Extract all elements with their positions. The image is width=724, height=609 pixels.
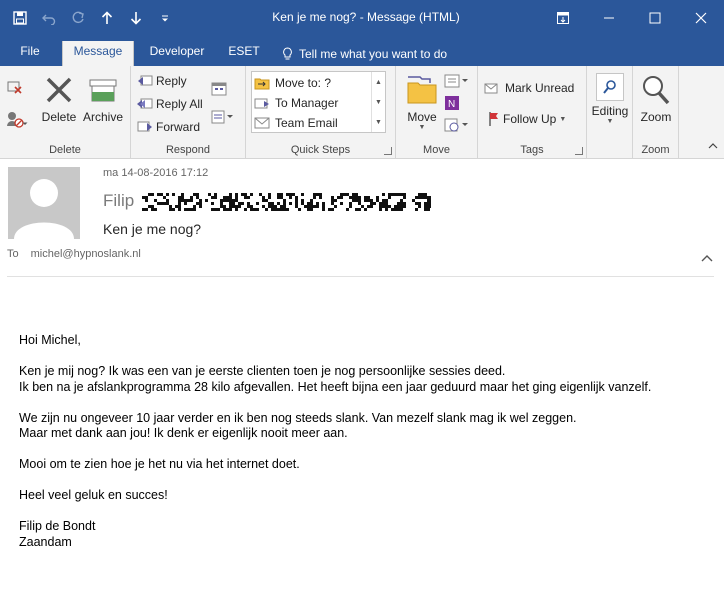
quick-steps-launcher[interactable] — [384, 147, 392, 155]
quick-step-team-email-label: Team Email — [275, 116, 338, 130]
scroll-down-icon[interactable]: ▼ — [375, 98, 382, 106]
more-respond-button[interactable] — [211, 106, 233, 128]
chevron-up-icon — [700, 252, 714, 266]
delete-group — [0, 66, 131, 159]
maximize-button[interactable] — [632, 0, 678, 35]
body-line: Heel veel geluk en succes! — [19, 488, 168, 502]
ribbon-display-icon — [557, 12, 569, 24]
message-subject: Ken je me nog? — [103, 221, 202, 237]
move-button[interactable]: Move ▼ — [402, 70, 442, 132]
actions-icon — [444, 117, 470, 133]
quick-steps-group — [246, 66, 396, 159]
title-bar — [0, 0, 724, 35]
more-respond-icon — [211, 110, 233, 124]
close-icon — [695, 12, 707, 24]
reply-all-label: Reply All — [156, 97, 203, 111]
follow-up-dropdown-icon: ▼ — [559, 115, 567, 123]
body-paragraph — [19, 364, 719, 395]
tab-file[interactable]: File — [20, 44, 40, 58]
ribbon-tabs — [0, 35, 724, 66]
onenote-button[interactable] — [444, 92, 460, 114]
respond-group-label: Respond — [165, 144, 211, 156]
rules-icon — [444, 73, 470, 89]
meeting-icon — [211, 82, 227, 96]
move-folder-icon — [406, 75, 438, 105]
actions-button[interactable] — [444, 114, 470, 136]
forward-icon — [137, 120, 153, 134]
flag-icon — [488, 111, 500, 127]
sender-name: Filip — [103, 191, 135, 210]
tags-group-label: Tags — [520, 144, 544, 156]
quick-step-to-manager[interactable] — [254, 93, 338, 113]
meeting-reply-button[interactable] — [211, 78, 227, 100]
window-controls — [540, 0, 724, 35]
body-line: Mooi om te zien hoe je het nu via het internet doet. — [19, 457, 300, 471]
collapse-header-button[interactable] — [700, 252, 714, 266]
reply-button[interactable] — [137, 70, 187, 92]
header-divider — [7, 276, 714, 277]
to-label: To — [7, 248, 19, 260]
ribbon-display-options-button[interactable] — [540, 0, 586, 35]
move-group-label: Move — [423, 144, 450, 156]
move-group — [396, 66, 478, 159]
svg-text:N: N — [448, 99, 456, 110]
tags-launcher[interactable] — [575, 147, 583, 155]
gallery-expand-icon[interactable]: ▼ — [375, 118, 382, 126]
respond-group — [131, 66, 246, 159]
body-line: We zijn nu ongeveer 10 jaar verder en ik ben nog steeds slank. Van mezelf slank mag ik wel zeggen. — [19, 410, 577, 425]
zoom-group — [633, 66, 679, 159]
quick-steps-group-label: Quick Steps — [290, 144, 351, 156]
follow-up-label: Follow Up — [503, 112, 557, 126]
follow-up-button[interactable] — [488, 108, 566, 130]
to-address[interactable]: michel@hypnoslank.nl — [30, 248, 141, 260]
mark-unread-label: Mark Unread — [505, 81, 575, 95]
onenote-icon — [444, 95, 460, 111]
delete-label: Delete — [41, 110, 77, 124]
ignore-button[interactable] — [6, 76, 24, 98]
mark-unread-button[interactable] — [484, 77, 574, 99]
body-line: Ik ben na je afslankprogramma 28 kilo afgevallen. Het heeft bijna een jaar geduurd maar het ging eigenlijk vanzelf. — [19, 379, 652, 394]
reply-icon — [137, 74, 153, 88]
move-label: Move — [407, 110, 437, 124]
body-line: Ken je mij nog? Ik was een van je eerste clienten toen je nog persoonlijke sessies deed. — [19, 364, 506, 378]
quick-step-to-manager-label: To Manager — [275, 96, 339, 110]
body-paragraph — [19, 411, 719, 442]
close-button[interactable] — [678, 0, 724, 35]
archive-icon — [88, 76, 118, 104]
body-line: Zaandam — [19, 534, 72, 549]
tell-me-search[interactable] — [282, 41, 458, 66]
tab-developer[interactable]: Developer — [149, 44, 205, 58]
editing-group — [587, 66, 633, 159]
body-line: Hoi Michel, — [19, 333, 81, 347]
tab-message[interactable]: Message — [62, 41, 134, 66]
junk-button[interactable] — [6, 108, 28, 130]
sender[interactable] — [103, 191, 431, 211]
avatar — [8, 167, 80, 239]
ignore-icon — [6, 78, 24, 96]
chevron-up-icon — [708, 143, 718, 149]
zoom-label: Zoom — [640, 110, 672, 124]
zoom-group-label: Zoom — [641, 144, 670, 156]
tab-eset[interactable]: ESET — [228, 44, 260, 58]
quick-steps-scrollbar[interactable] — [371, 72, 385, 132]
body-paragraph — [19, 519, 719, 550]
search-icon — [602, 79, 618, 95]
delete-button[interactable] — [40, 70, 78, 124]
tags-group — [478, 66, 587, 159]
rules-button[interactable] — [444, 70, 470, 92]
quick-step-team-email[interactable] — [254, 113, 338, 133]
team-email-icon — [254, 116, 270, 130]
reply-label: Reply — [156, 74, 187, 88]
body-paragraph — [19, 457, 719, 473]
archive-button[interactable] — [80, 70, 126, 124]
scroll-up-icon[interactable]: ▲ — [375, 78, 382, 86]
collapse-ribbon-button[interactable] — [708, 138, 718, 152]
body-paragraph — [19, 488, 719, 504]
redacted-email-block — [142, 191, 431, 211]
delete-group-label: Delete — [49, 144, 81, 156]
forward-button[interactable] — [137, 116, 200, 138]
quick-step-move-to[interactable] — [254, 73, 331, 93]
editing-button[interactable]: Editing ▼ — [589, 70, 631, 126]
body-line: Maar met dank aan jou! Ik denk er eigenlijk nooit meer aan. — [19, 426, 348, 440]
junk-icon — [6, 110, 28, 128]
message-date: ma 14-08-2016 17:12 — [103, 167, 209, 179]
quick-step-move-to-label: Move to: ? — [275, 76, 332, 90]
forward-label: Forward — [156, 120, 201, 134]
folder-arrow-icon — [254, 76, 270, 90]
forward-mail-icon — [254, 96, 270, 110]
mark-unread-icon — [484, 80, 502, 96]
reply-all-icon — [137, 97, 153, 111]
message-body[interactable] — [19, 333, 719, 566]
reply-all-button[interactable] — [137, 93, 203, 115]
person-placeholder-icon — [8, 167, 80, 239]
quick-steps-gallery — [251, 71, 386, 133]
editing-label: Editing — [591, 104, 629, 118]
delete-x-icon — [44, 75, 74, 105]
zoom-icon — [641, 74, 671, 106]
archive-label: Archive — [82, 110, 123, 124]
recipients-row — [7, 248, 141, 260]
tell-me-label: Tell me what you want to do — [299, 46, 448, 61]
body-line: Filip de Bondt — [19, 519, 96, 533]
body-paragraph — [19, 333, 719, 349]
minimize-icon — [603, 12, 615, 24]
lightbulb-icon — [282, 47, 293, 61]
maximize-icon — [649, 12, 661, 24]
window-title: Ken je me nog? - Message (HTML) — [272, 10, 460, 24]
minimize-button[interactable] — [586, 0, 632, 35]
zoom-button[interactable] — [635, 70, 677, 124]
ribbon — [0, 66, 724, 159]
